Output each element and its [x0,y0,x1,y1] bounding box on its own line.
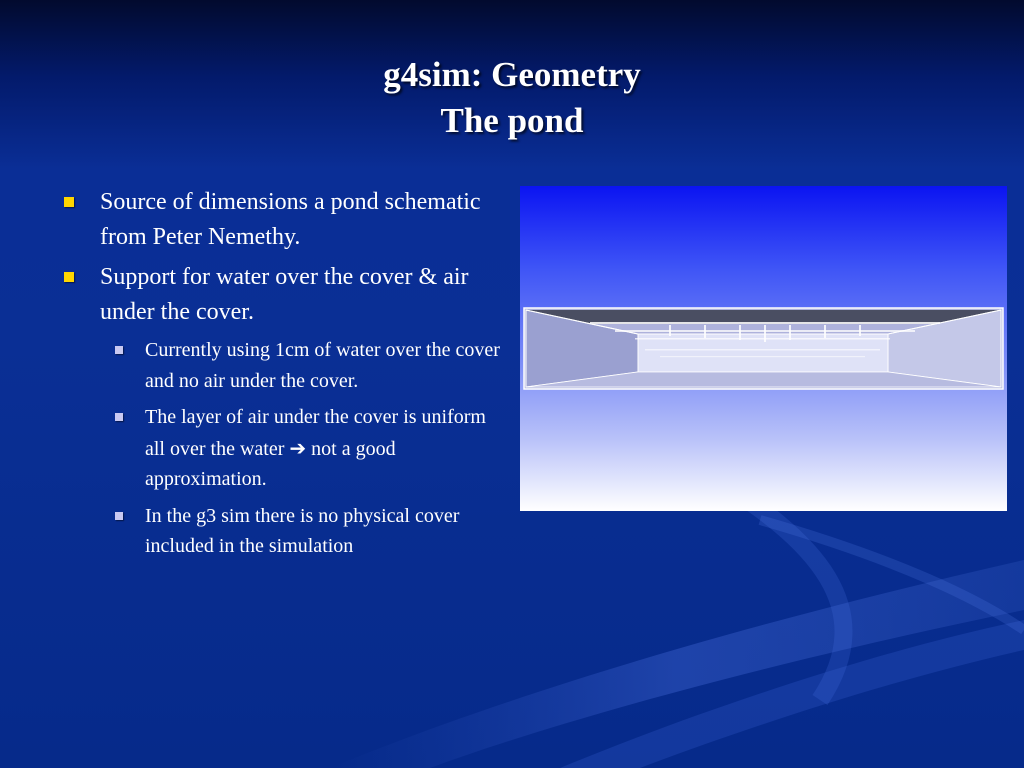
sub-bullet-text: Currently using 1cm of water over the cover and no air under the cover. [145,339,500,392]
sub-bullet-item [60,402,500,495]
sub-bullet-text: In the g3 sim there is no physical cover included in the simulation [145,504,460,557]
pond-geometry-image [520,186,1007,511]
sub-bullet-text: not a good approximation. [145,437,396,490]
title-line-1: g4sim: Geometry [383,55,641,94]
square-bullet-icon [64,272,74,282]
pond-geometry-rendering [520,186,1007,511]
square-bullet-icon [64,197,74,207]
sub-bullet-text: The layer of air under the cover is uniform all over the water [145,406,486,460]
right-arrow-icon: ➔ [289,435,307,460]
square-sub-bullet-icon [115,512,123,520]
sub-bullet-item [60,335,500,396]
sub-bullet-item [60,501,500,562]
bullet-list [60,185,500,568]
bullet-item [60,185,500,255]
slide-title [0,52,1024,144]
square-sub-bullet-icon [115,346,123,354]
bullet-text: Support for water over the cover & air under the cover. [100,264,469,325]
bullet-item [60,260,500,330]
bullet-text: Source of dimensions a pond schematic from Peter Nemethy. [100,189,481,250]
title-line-2: The pond [440,101,584,140]
square-sub-bullet-icon [115,413,123,421]
